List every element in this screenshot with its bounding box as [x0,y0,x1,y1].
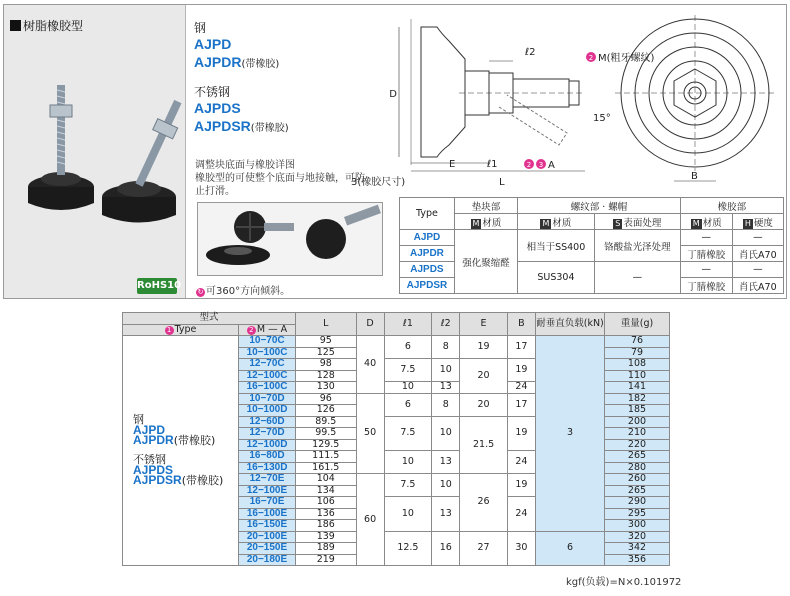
l2-cell: 13 [432,451,460,474]
angle-label: 15° [593,113,611,124]
l-cell: 139 [296,531,357,543]
part-number-cell: 16−150E [239,520,296,532]
e-cell: 27 [460,531,508,566]
dim-e-label: E [449,159,456,170]
steel-label: 钢 [194,21,207,35]
l2-cell: 16 [432,531,460,566]
weight-cell: 356 [605,554,670,566]
l1-cell: 6 [384,393,432,416]
stainless-label: 不锈钢 [133,452,166,466]
screw-material-steel: 相当于SS400 [518,230,595,262]
weight-cell: 200 [605,416,670,428]
weight-cell: 295 [605,508,670,520]
type-ajpdsr: AJPDSR [133,472,182,487]
type-ajpd: AJPD [133,422,166,437]
table-row [123,336,670,348]
dim-l-label: L [499,177,505,188]
weight-cell: 300 [605,520,670,532]
mat-type-cell: AJPDSR [400,278,455,294]
top-block [3,4,787,299]
l1-cell: 7.5 [384,474,432,497]
part-number-cell: 16−70E [239,497,296,509]
part-number-cell: 12−100D [239,439,296,451]
dim-b-label: B [691,171,698,182]
description-heading: 调整块底面与橡胶详图 [195,160,295,171]
l2-cell: 13 [432,382,460,394]
weight-cell: 76 [605,336,670,348]
col-header: 重量(g) [605,313,670,336]
l2-cell: 10 [432,474,460,497]
with-rubber: (带橡胶) [173,433,216,447]
part-number-cell: 16−100E [239,508,296,520]
part-number-cell: 16−80D [239,451,296,463]
mat-type-cell: AJPDR [400,246,455,262]
rotation-icon: ↻ [197,288,204,296]
part-number-cell: 10−70C [239,336,296,348]
footnote: kgf(负载)=N×0.101972 [566,577,682,588]
l2-cell: 10 [432,416,460,451]
l2-cell: 13 [432,497,460,532]
l-cell: 125 [296,347,357,359]
l1-cell: 10 [384,497,432,532]
b-cell: 19 [507,416,535,451]
mat-group-pad: 垫块部 [454,198,517,214]
type-ajpdr: AJPDR [133,432,174,447]
description [195,159,370,198]
type-header: Type [174,323,197,335]
weight-cell: 182 [605,393,670,405]
l-cell: 219 [296,554,357,566]
weight-cell: 260 [605,474,670,486]
part-number-cell: 20−150E [239,543,296,555]
dim-l2-label: ℓ2 [525,47,536,58]
m-callout [586,51,655,64]
d-cell: 50 [356,393,384,474]
d-cell: 40 [356,336,384,394]
part-number-cell: 12−70C [239,359,296,371]
title-ajpd: AJPD [194,36,232,52]
leveling-foot-photo [14,75,184,235]
svg-text:2: 2 [526,161,532,169]
dim-d-label: D [389,89,397,100]
b-cell: 24 [507,382,535,394]
surface-steel: 铬酸盐光泽处理 [594,230,680,262]
a-callout [524,159,555,171]
b-cell: 17 [507,336,535,359]
l-cell: 129.5 [296,439,357,451]
part-number-cell: 20−100E [239,531,296,543]
part-number-cell: 10−100D [239,405,296,417]
l-cell: 99.5 [296,428,357,440]
part-number-cell: 20−180E [239,554,296,566]
l-cell: 161.5 [296,462,357,474]
m-thread-label: M(粗牙螺纹) [598,53,655,64]
mat-group-screw: 螺纹部 · 螺帽 [518,198,681,214]
weight-cell: 320 [605,531,670,543]
l-cell: 104 [296,474,357,486]
load-cell: 6 [536,531,605,566]
product-titles [194,19,289,135]
steel-label: 钢 [133,412,144,426]
col-header: E [460,313,508,336]
e-cell: 26 [460,474,508,532]
ma-header: M — A [256,323,288,335]
material-table: Type 垫块部 螺纹部 · 螺帽 橡胶部 M 材质 M 材质 S 表面处理 M 材质 H 硬度 AJPD 强化聚缩醛 相当于SS400 铬酸盐光泽处理 — — AJPDR 丁腈橡胶 肖氏A70 AJPDS SUS304 — — — AJPDSR 丁腈橡胶 肖氏A70 [399,197,784,294]
col-header: ℓ2 [432,313,460,336]
with-rubber-2: (带橡胶) [181,473,224,487]
part-number-cell: 16−100C [239,382,296,394]
weight-cell: 79 [605,347,670,359]
l1-cell: 10 [384,451,432,474]
title-ajpdsr: AJPDSR [194,118,251,134]
part-number-cell: 12−100E [239,485,296,497]
mat-type-cell: AJPD [400,230,455,246]
dim-l1-label: ℓ1 [487,159,498,170]
col-header: L [296,313,357,336]
type-ajpds: AJPDS [133,462,174,477]
b-cell: 19 [507,359,535,382]
load-cell: 3 [536,336,605,532]
part-number-cell: 12−70E [239,474,296,486]
weight-cell: 265 [605,485,670,497]
weight-cell: 265 [605,451,670,463]
dimension-table [122,312,670,566]
screw-material-sus: SUS304 [518,262,595,294]
title-ajpdr: AJPDR [194,54,242,70]
callout-1-icon: 1 [165,326,174,335]
rohs-badge: RoHS10 [137,278,177,294]
stainless-label: 不锈钢 [194,85,231,99]
l-cell: 186 [296,520,357,532]
l-cell: 98 [296,359,357,371]
l-cell: 136 [296,508,357,520]
l-cell: 189 [296,543,357,555]
l-cell: 95 [296,336,357,348]
rotation-note: ↻ 可360°方向倾斜。 [197,286,291,297]
col-header: B [507,313,535,336]
e-cell: 20 [460,359,508,394]
b-cell: 24 [507,451,535,474]
e-cell: 20 [460,393,508,416]
b-cell: 19 [507,474,535,497]
l2-cell: 10 [432,359,460,382]
weight-cell: 185 [605,405,670,417]
with-rubber-note: (带橡胶) [241,59,280,70]
col-header: D [356,313,384,336]
col-header: 耐垂直负载(kN) [536,313,605,336]
e-cell: 21.5 [460,416,508,474]
l-cell: 111.5 [296,451,357,463]
weight-cell: 110 [605,370,670,382]
weight-cell: 210 [605,428,670,440]
l2-cell: 8 [432,393,460,416]
description-text: 橡胶型的可使整个底面与地接触，可防止打滑。 [195,173,365,197]
callout-2-icon: 2 [247,326,256,335]
l-cell: 96 [296,393,357,405]
b-cell: 30 [507,531,535,566]
svg-text:2: 2 [588,54,594,62]
b-cell: 17 [507,393,535,416]
part-number-cell: 12−70D [239,428,296,440]
l1-cell: 7.5 [384,359,432,382]
l-cell: 134 [296,485,357,497]
surface-sus: — [594,262,680,294]
col-header: ℓ1 [384,313,432,336]
part-number-cell: 10−70D [239,393,296,405]
square-bullet-icon [10,20,21,31]
l1-cell: 6 [384,336,432,359]
l-cell: 130 [296,382,357,394]
pad-material: 强化聚缩醛 [454,230,517,294]
svg-text:3: 3 [538,161,544,169]
l-cell: 126 [296,405,357,417]
a-label: A [548,160,555,171]
weight-cell: 342 [605,543,670,555]
b-cell: 24 [507,497,535,532]
mat-type-cell: AJPDS [400,262,455,278]
l-cell: 89.5 [296,416,357,428]
e-cell: 19 [460,336,508,359]
title-ajpds: AJPDS [194,100,241,116]
spec-header: 型式 [123,313,296,325]
part-number-cell: 10−100C [239,347,296,359]
type-label-cell [123,336,239,566]
weight-cell: 220 [605,439,670,451]
part-number-cell: 12−60D [239,416,296,428]
weight-cell: 108 [605,359,670,371]
section-title: 树脂橡胶型 [10,17,83,34]
l2-cell: 8 [432,336,460,359]
detail-photo [197,202,383,276]
l1-cell: 10 [384,382,432,394]
l-cell: 128 [296,370,357,382]
photo-panel [4,5,186,298]
weight-cell: 280 [605,462,670,474]
d-cell: 60 [356,474,384,566]
mat-group-rubber: 橡胶部 [680,198,783,214]
l1-cell: 12.5 [384,531,432,566]
l-cell: 106 [296,497,357,509]
weight-cell: 141 [605,382,670,394]
weight-cell: 290 [605,497,670,509]
part-number-cell: 12−100C [239,370,296,382]
rubber-size-label: 3(橡胶尺寸) [351,177,406,188]
l1-cell: 7.5 [384,416,432,451]
with-rubber-note-2: (带橡胶) [250,123,289,134]
part-number-cell: 16−130D [239,462,296,474]
rubber-detail-photo [198,203,382,275]
mat-type-header: Type [400,198,455,230]
technical-drawing [349,11,785,195]
